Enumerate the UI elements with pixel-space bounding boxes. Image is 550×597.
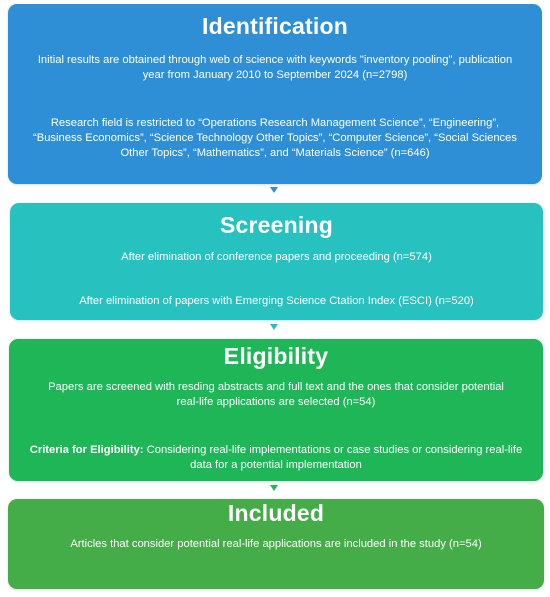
screening-title: Screening (219, 212, 333, 238)
included-articles-text: Articles that consider potential real-life applications are included in the study (n=54) (70, 538, 482, 550)
eligibility-criteria-text: Considering real-life implementations or case studies or considering real-life data for a potential implementation (143, 444, 523, 471)
screening-esci-text: After elimination of papers with Emerging Science Ctation Index (ESCI) (n=520) (79, 295, 474, 307)
screening-box (10, 203, 543, 320)
eligibility-criteria-label: Criteria for Eligibility: (29, 444, 144, 456)
eligibility-criteria-paragraph (25, 443, 527, 473)
identification-initial-results-text: Initial results are obtained through web of science with keywords "inventory pooling", publication year from January 2010 to September 2024 (n=2798) (37, 54, 513, 81)
identification-box (8, 4, 542, 184)
included-box (8, 499, 544, 589)
arrow-eligibility-to-included (270, 485, 278, 491)
arrow-screening-to-eligibility (270, 324, 278, 330)
eligibility-screening-text: Papers are screened with resding abstracts and full text and the ones that consider potential real-life applications are selected (n=54) (48, 381, 504, 408)
arrow-identification-to-screening (270, 187, 278, 193)
identification-research-field-text: Research field is restricted to “Operations Research Management Science”, “Engineering”, “Business Economics”, “Science Technology Other Topics”, “Computer Science”, “Social Sciences Other Topics”, “Mathematics”, and “Materials Science” (n=646) (33, 117, 517, 159)
included-title: Included (227, 500, 325, 526)
identification-title: Identification (202, 13, 348, 39)
eligibility-box (9, 339, 543, 481)
screening-conference-papers-text: After elimination of conference papers and proceeding (n=574) (121, 251, 432, 263)
eligibility-title: Eligibility (223, 343, 329, 369)
